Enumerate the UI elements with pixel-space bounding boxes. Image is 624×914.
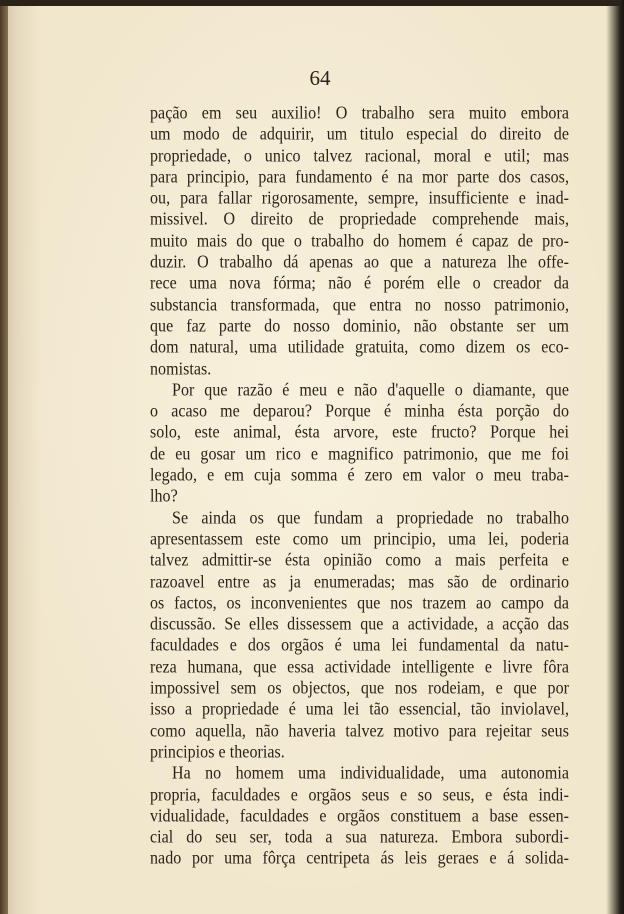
text-line: reza humana, que essa actividade intelligente e livre fôra (150, 657, 569, 677)
text-line: nado por uma fôrça centripeta ás leis geraes e á solida- (150, 849, 569, 869)
text-line: Por que razão é meu e não d'aquelle o diamante, que (172, 380, 569, 401)
text-line: substancia transformada, que entra no nosso patrimonio, (150, 295, 569, 315)
text-line: de eu gosar um rico e magnifico patrimonio, que me foi (150, 444, 569, 464)
text-line: propriedade, o unico talvez racional, moral e util; mas (150, 146, 569, 166)
text-line: ou, para fallar rigorosamente, sempre, insufficiente e inad- (150, 188, 569, 209)
text-line: faculdades e dos orgãos é uma lei fundamental da natu- (150, 636, 569, 656)
text-line: os factos, os inconvenientes que nos trazem ao campo da (150, 593, 569, 613)
text-line: Se ainda os que fundam a propriedade no trabalho (172, 508, 569, 528)
text-line: discussão. Se elles dissessem que a actividade, a acção das (150, 614, 569, 635)
page-number: 64 (309, 66, 331, 90)
text-line: talvez admittir-se ésta opinião como a mais perfeita e (150, 551, 569, 571)
text-line: apresentassem este como um principio, uma lei, poderia (150, 529, 569, 550)
text-line: legado, e em cuja somma é zero em valor o meu traba- (150, 465, 569, 486)
text-line: solo, este animal, ésta arvore, este fructo? Porque hei (150, 423, 569, 443)
text-line: como aquella, não haveria talvez motivo para rejeitar seus (150, 721, 569, 741)
text-line: que faz parte do nosso dominio, não obstante ser um (150, 316, 569, 337)
text-line: impossivel sem os objectos, que nos rodeiam, e que por (150, 678, 569, 699)
text-line: um modo de adquirir, um titulo especial do direito de (150, 125, 569, 145)
text-line: isso a propriedade é uma lei tão essencial, tão inviolavel, (150, 700, 569, 720)
text-line: Ha no homem uma individualidade, uma autonomia (172, 763, 569, 784)
text-line: duzir. O trabalho dá apenas ao que a natureza lhe offe- (150, 252, 569, 273)
text-line: rece uma nova fórma; não é porém elle o creador da (150, 274, 569, 294)
page-right-edge (606, 0, 624, 914)
text-line: propria, faculdades e orgãos seus e so seus, e ésta indi- (150, 785, 569, 805)
text-line: missivel. O direito de propriedade comprehende mais, (150, 210, 569, 230)
text-line: razoavel entre as ja enumeradas; mas são de ordinario (150, 572, 569, 592)
text-line: principios e theorias. (150, 742, 285, 763)
text-line: cial do seu ser, toda a sua natureza. Embora subordi- (150, 827, 569, 848)
page-gutter (0, 0, 8, 914)
text-line: pação em seu auxilio! O trabalho sera muito embora (150, 103, 569, 124)
page-top-edge (0, 0, 624, 6)
text-line: nomistas. (150, 359, 212, 379)
text-line: dom natural, uma utilidade gratuita, como dizem os eco- (150, 338, 569, 358)
text-line: o acaso me deparou? Porque é minha ésta porção do (150, 401, 569, 422)
body-text (150, 103, 569, 870)
text-line: vidualidade, faculdades e orgãos constituem a base essen- (150, 806, 569, 826)
text-line: para principio, para fundamento é na mor parte dos casos, (150, 167, 569, 188)
text-line: lho? (150, 487, 178, 507)
text-line: muito mais do que o trabalho do homem é capaz de pro- (150, 231, 569, 251)
